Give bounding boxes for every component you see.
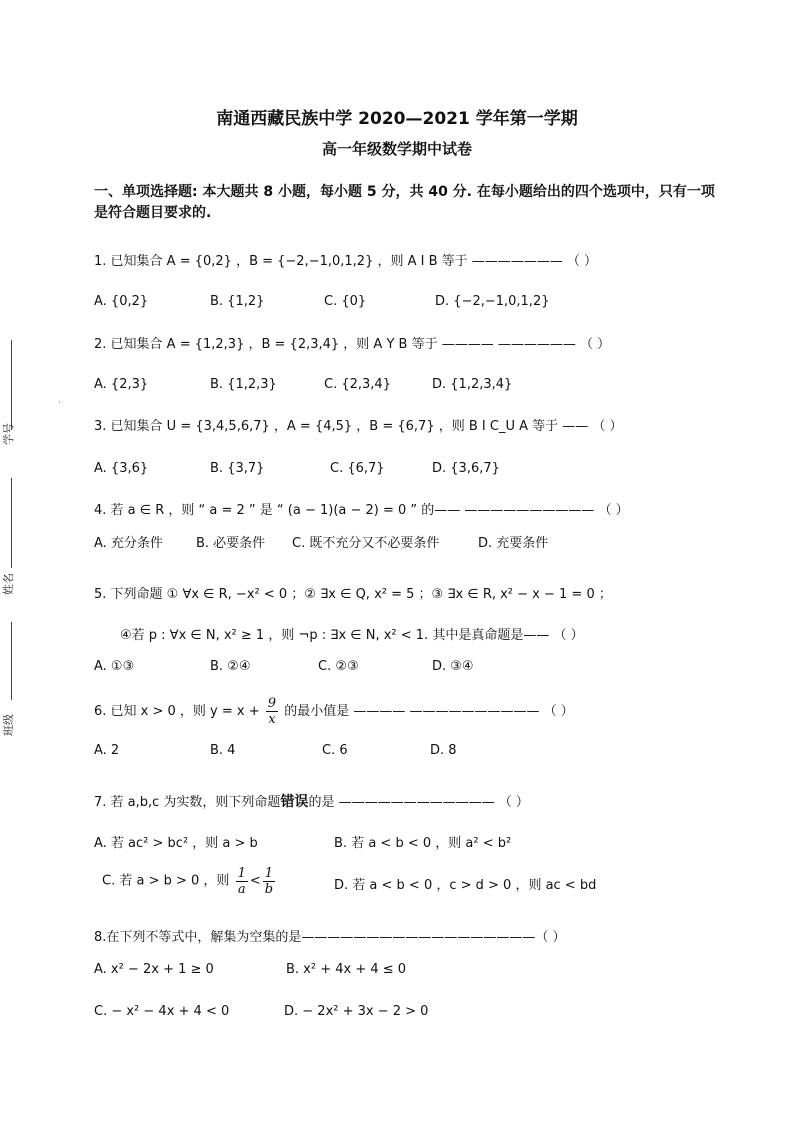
q7-option-c-text: C. 若 a > b > 0 ，则: [102, 873, 230, 889]
side-label-name: 姓名: [2, 573, 15, 595]
q8-option-b: B. x² + 4x + 4 ≤ 0: [286, 962, 407, 977]
q6-option-d: D. 8: [430, 743, 457, 758]
binding-dots: ·: [58, 398, 61, 408]
q7-option-d: D. 若 a < b < 0 ，c > d > 0 ，则 ac < bd: [334, 878, 597, 893]
q1-option-d: D. {−2,−1,0,1,2}: [435, 294, 550, 309]
q5-option-c: C. ②③: [318, 659, 359, 674]
q8-option-a: A. x² − 2x + 1 ≥ 0: [94, 962, 214, 977]
question-7-stem: [94, 793, 529, 812]
q8-option-d: D. − 2x² + 3x − 2 > 0: [284, 1004, 429, 1019]
question-2-stem: 2. 已知集合 A = {1,2,3} ，B = {2,3,4} ，则 A Y B 等于 ———— —————— （ ）: [94, 337, 611, 352]
q4-option-a: A. 充分条件: [94, 536, 163, 551]
question-8-stem: 8.在下列不等式中，解集为空集的是——————————————————（ ）: [94, 930, 566, 945]
q6-option-a: A. 2: [94, 743, 120, 758]
q7-c-frac2-den: b: [264, 882, 274, 897]
q6-frac-denominator: x: [268, 712, 276, 727]
question-1-stem: 1. 已知集合 A = {0,2} ，B = {−2,−1,0,1,2} ，则 A I B 等于 ——————— （ ）: [94, 254, 598, 269]
question-3-stem: 3. 已知集合 U = {3,4,5,6,7} ，A = {4,5} ，B = {6,7} ，则 B I C_U A 等于 —— （ ）: [94, 419, 623, 434]
q7-c-frac1-num: 1: [237, 866, 246, 881]
q6-frac-numerator: 9: [267, 696, 277, 711]
q1-option-a: A. {0,2}: [94, 294, 149, 309]
q5-option-a: A. ①③: [94, 659, 135, 674]
q7-stem-emphasis: 错误: [280, 794, 309, 810]
question-6-stem: [94, 696, 574, 727]
q7-c-fraction-2: [263, 866, 275, 897]
q5-option-b: B. ②④: [210, 659, 251, 674]
q6-stem-pre: 6. 已知 x > 0 ，则 y = x +: [94, 704, 260, 719]
side-label-class: 班级: [2, 714, 15, 736]
q7-option-a: A. 若 ac² > bc² ，则 a > b: [94, 836, 258, 851]
q1-option-c: C. {0}: [324, 294, 367, 309]
q3-option-d: D. {3,6,7}: [432, 461, 500, 476]
q6-option-c: C. 6: [322, 743, 348, 758]
q7-c-fraction-1: [236, 866, 248, 897]
q6-stem-post: 的最小值是 ———— —————————— （ ）: [284, 704, 574, 719]
binding-line-3: [11, 622, 12, 700]
q8-option-c: C. − x² − 4x + 4 < 0: [94, 1004, 230, 1019]
exam-subtitle: 高一年级数学期中试卷: [321, 140, 472, 158]
q6-fraction: [266, 696, 278, 727]
q3-option-c: C. {6,7}: [330, 461, 385, 476]
q2-option-d: D. {1,2,3,4}: [432, 377, 513, 392]
q1-option-b: B. {1,2}: [210, 294, 265, 309]
side-label-student-id: 学号: [2, 423, 15, 445]
q7-option-b: B. 若 a < b < 0 ，则 a² < b²: [334, 836, 512, 851]
exam-title: 南通西藏民族中学 2020—2021 学年第一学期: [216, 109, 578, 129]
q2-option-a: A. {2,3}: [94, 377, 149, 392]
q3-option-b: B. {3,7}: [210, 461, 265, 476]
binding-line-2: [11, 478, 12, 568]
section-heading-line1: 一、单项选择题: 本大题共 8 小题，每小题 5 分，共 40 分. 在每小题给出的四个选项中，只有一项: [94, 184, 715, 200]
q7-stem-pre: 7. 若 a,b,c 为实数，则下列命题: [94, 795, 281, 810]
q2-option-c: C. {2,3,4}: [324, 377, 391, 392]
q5-option-d: D. ③④: [432, 659, 474, 674]
question-5-stem-line2: ④若 p : ∀x ∈ N, x² ≥ 1 ，则 ¬p : ∃x ∈ N, x² < 1. 其中是真命题是—— （ ）: [120, 628, 584, 643]
section-heading-line2: 是符合题目要求的.: [94, 205, 212, 221]
q4-option-d: D. 充要条件: [478, 536, 549, 551]
q4-option-b: B. 必要条件: [196, 536, 266, 551]
binding-line-1: [11, 340, 12, 430]
q3-option-a: A. {3,6}: [94, 461, 149, 476]
q7-c-frac2-num: 1: [264, 866, 274, 881]
question-5-stem: 5. 下列命题 ① ∀x ∈ R, −x² < 0 ；② ∃x ∈ Q, x² = 5 ；③ ∃x ∈ R, x² − x − 1 = 0 ；: [94, 587, 612, 602]
q6-option-b: B. 4: [210, 743, 236, 758]
q4-option-c: C. 既不充分又不必要条件: [292, 536, 440, 551]
q7-c-frac1-den: a: [237, 882, 246, 897]
q2-option-b: B. {1,2,3}: [210, 377, 277, 392]
q7-c-less-than: <: [249, 873, 261, 889]
q7-option-c: [102, 866, 277, 897]
question-4-stem: 4. 若 a ∈ R ，则 “ a = 2 ” 是 “ (a − 1)(a − 2) = 0 ” 的—— —————————— （ ）: [94, 503, 629, 518]
q7-stem-post: 的是 ———————————— （ ）: [308, 795, 529, 810]
